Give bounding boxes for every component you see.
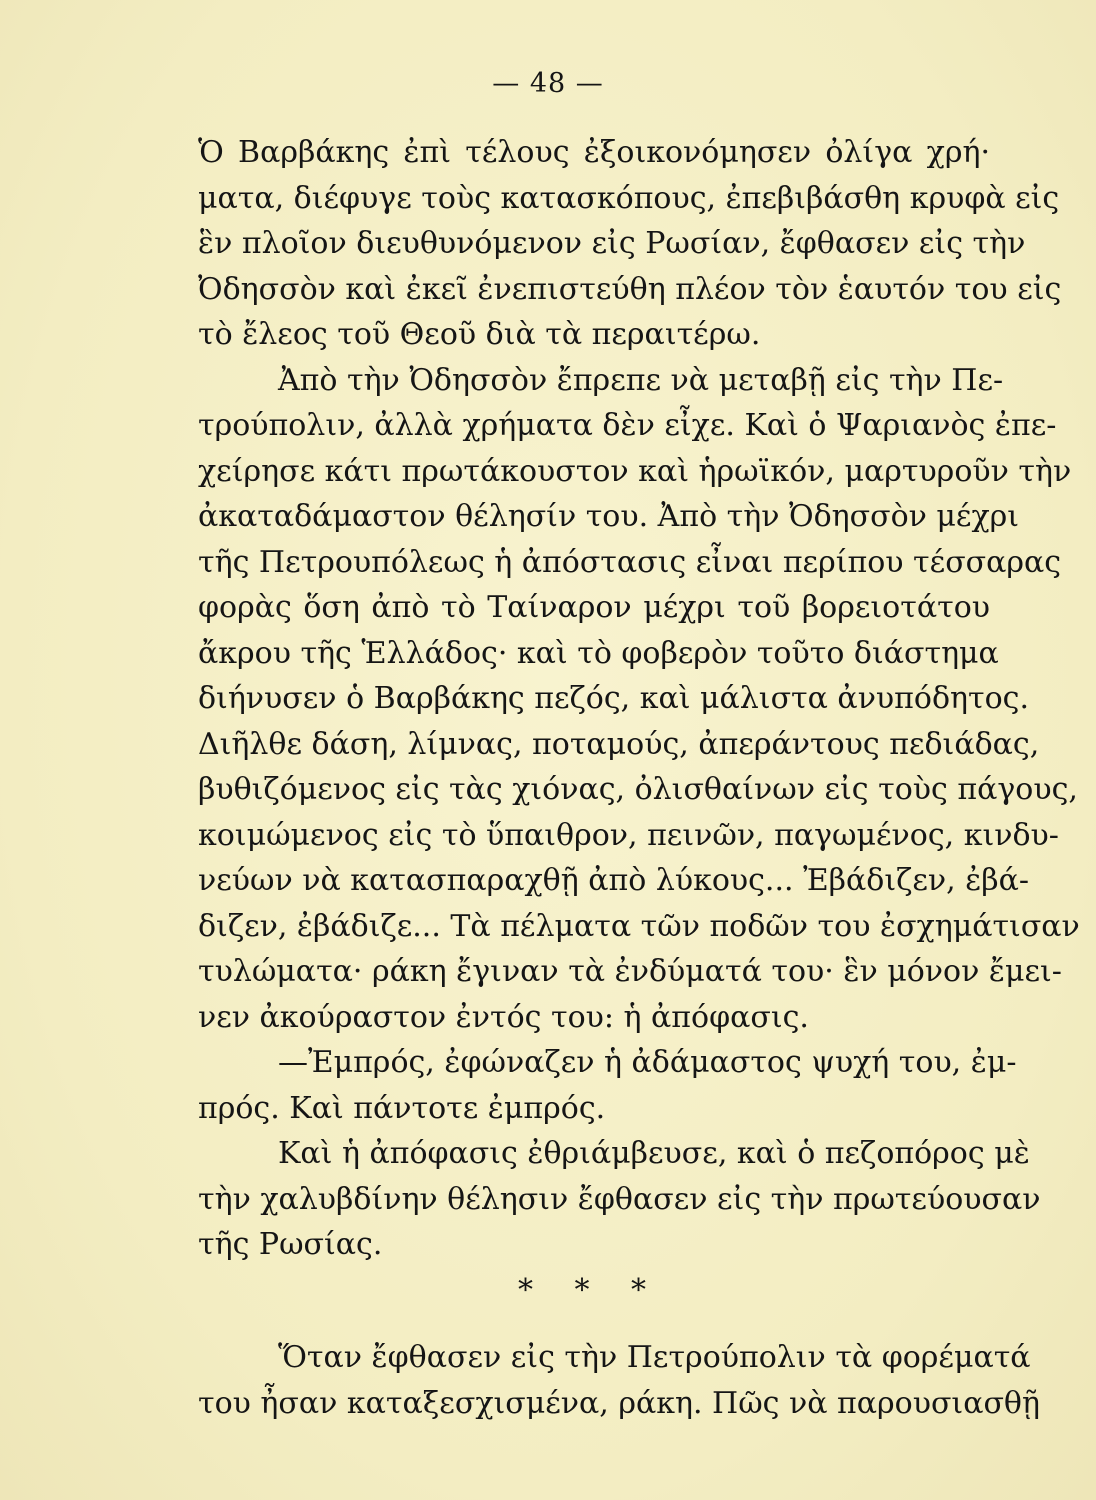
section-gap	[198, 1313, 990, 1335]
text-line: Ἀπὸ τὴν Ὀδησσὸν ἔπρεπε νὰ μεταβῇ εἰς τὴν Πε-	[278, 362, 1004, 398]
text-line: φορὰς ὅση ἀπὸ τὸ Ταίναρον μέχρι τοῦ βορειοτάτου	[198, 590, 990, 625]
text-line: βυθιζόμενος εἰς τὰς χιόνας, ὀλισθαίνων εἰς τοὺς πάγους,	[198, 772, 1078, 807]
text-line: τυλώματα· ράκη ἔγιναν τὰ ἐνδύματά του· ἓν μόνον ἔμει-	[198, 954, 1062, 989]
text-line: του ἦσαν καταξεσχισμένα, ράκη. Πῶς νὰ παρουσιασθῇ	[198, 1385, 1040, 1421]
text-line: Καὶ ἡ ἀπόφασις ἐθριάμβευσε, καὶ ὁ πεζοπόρος μὲ	[278, 1136, 1030, 1171]
text-line: ματα, διέφυγε τοὺς κατασκόπους, ἐπεβιβάσθη κρυφὰ εἰς	[198, 180, 1060, 216]
text-line: τὴν χαλυβδίνην θέλησιν ἔφθασεν εἰς τὴν πρωτεύουσαν	[198, 1181, 1041, 1217]
text-line: Ὀδησσὸν καὶ ἐκεῖ ἐνεπιστεύθη πλέον τὸν ἑαυτόν του εἰς	[198, 271, 1062, 307]
text-line: ἄκρου τῆς Ἑλλάδος· καὶ τὸ φοβερὸν τοῦτο διάστημα	[198, 635, 999, 671]
text-line: διήνυσεν ὁ Βαρβάκης πεζός, καὶ μάλιστα ἀνυπόδητος.	[198, 681, 1029, 716]
text-line: τρούπολιν, ἀλλὰ χρήματα δὲν εἶχε. Καὶ ὁ Ψαριανὸς ἐπε-	[198, 408, 1057, 443]
text-line: Ὅταν ἔφθασεν εἰς τὴν Πετρούπολιν τὰ φορέματά	[278, 1340, 1031, 1375]
text-line: τῆς Πετρουπόλεως ἡ ἀπόστασις εἶναι περίπου τέσσαρας	[198, 544, 1062, 580]
text-line: χείρησε κάτι πρωτάκουστον καὶ ἡρωϊκόν, μαρτυροῦν τὴν	[198, 453, 1072, 489]
page-number: — 48 —	[492, 68, 604, 99]
text-line: νεύων νὰ κατασπαραχθῇ ἀπὸ λύκους... Ἐβάδιζεν, ἐβά-	[198, 863, 1030, 898]
section-separator: * * *	[517, 1272, 663, 1308]
main-text	[198, 130, 1080, 1426]
text-line: τῆς Ρωσίας.	[198, 1227, 383, 1262]
text-line: —Ἐμπρός, ἐφώναζεν ἡ ἀδάμαστος ψυχή του, ἐμ-	[278, 1045, 1017, 1080]
text-line: Διῆλθε δάση, λίμνας, ποταμούς, ἀπεράντους πεδιάδας,	[198, 726, 1040, 762]
text-line: ἓν πλοῖον διευθυνόμενον εἰς Ρωσίαν, ἔφθασεν εἰς τὴν	[198, 226, 1026, 261]
text-line: ἀκαταδάμαστον θέλησίν του. Ἀπὸ τὴν Ὀδησσὸν μέχρι	[198, 499, 1020, 534]
text-line: τὸ ἔλεος τοῦ Θεοῦ διὰ τὰ περαιτέρω.	[198, 317, 761, 352]
text-line: Ὁ Βαρβάκης ἐπὶ τέλους ἐξοικονόμησεν ὀλίγα χρή·	[198, 135, 990, 170]
text-line: πρός. Καὶ πάντοτε ἐμπρός.	[198, 1090, 606, 1126]
text-line: διζεν, ἐβάδιζε... Τὰ πέλματα τῶν ποδῶν του ἐσχημάτισαν	[198, 908, 1080, 944]
text-line: νεν ἀκούραστον ἐντός του: ἡ ἀπόφασις.	[198, 999, 809, 1035]
text-line: κοιμώμενος εἰς τὸ ὕπαιθρον, πεινῶν, παγωμένος, κινδυ-	[198, 817, 1059, 853]
